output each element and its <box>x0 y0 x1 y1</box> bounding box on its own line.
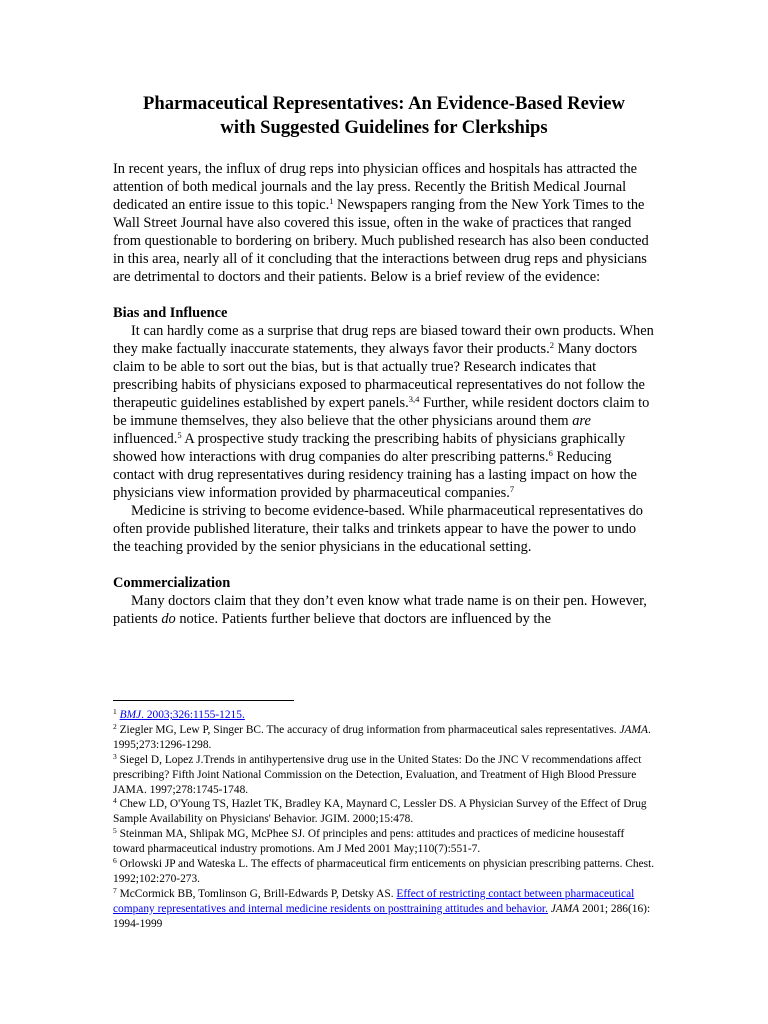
bias-text-f: Reducing contact with drug representatives during residency training has a lasting impact on how the physicians view information provided by pharmaceutical companies. <box>113 449 637 501</box>
footnote-5-text: Steinman MA, Shlipak MG, McPhee SJ. Of principles and pens: attitudes and practices of medicine housestaff toward pharmaceutical industry promotions. Am J Med 2001 May;110(7):551-7. <box>113 828 625 856</box>
footnote-1-citation: . 2003;326:1155-1215. <box>141 709 245 721</box>
title-line-2: with Suggested Guidelines for Clerkships <box>220 117 548 138</box>
footnote-ref-6[interactable]: 6 <box>548 448 553 458</box>
footnote-5 <box>113 827 658 857</box>
bias-emphasis: are <box>572 413 591 429</box>
section-heading-commercialization: Commercialization <box>113 575 231 591</box>
commercialization-text-b: notice. Patients further believe that doctors are influenced by the <box>175 611 551 627</box>
footnote-2-text-b: . 1995;273:1296-1298. <box>113 723 651 751</box>
footnote-7-link[interactable]: Effect of restricting contact between pharmaceutical company representatives and internal medicine residents on posttraining attitudes and behavior. <box>113 887 635 915</box>
bias-text-d: influenced. <box>113 431 178 447</box>
footnote-ref-2[interactable]: 2 <box>549 340 554 350</box>
footnote-4 <box>113 797 658 827</box>
title-line-1: Pharmaceutical Representatives: An Evidence-Based Review <box>143 93 625 114</box>
intro-text-2: Newspapers ranging from the New York Times to the Wall Street Journal have also covered this issue, often in the wake of practices that ranged from questionable to bordering on bribery. Much published research has also been conducted in this area, nearly all of it concluding that the interactions between drug reps and physicians are detrimental to doctors and their patients. Below is a brief review of the evidence: <box>113 197 649 285</box>
footnote-number-3: 3 <box>113 751 117 761</box>
bias-text-c: Further, while resident doctors claim to be immune themselves, they also believe that the other physicians around them <box>113 395 650 429</box>
bias-paragraph-1 <box>113 322 655 502</box>
commercialization-paragraph-1 <box>113 592 655 628</box>
footnote-ref-1[interactable]: 1 <box>329 196 334 206</box>
footnote-7-text-a: McCormick BB, Tomlinson G, Brill-Edwards P, Detsky AS. <box>116 887 397 900</box>
footnotes-section <box>113 700 658 932</box>
footnote-3 <box>113 753 658 798</box>
document-page <box>113 92 655 628</box>
footnote-number-4: 4 <box>113 796 117 806</box>
footnote-2 <box>113 723 658 753</box>
footnote-4-text: Chew LD, O'Young TS, Hazlet TK, Bradley KA, Maynard C, Lessler DS. A Physician Survey of the Effect of Drug Sample Availability on Physicians' Behavior. JGIM. 2000;15:478. <box>113 798 647 826</box>
footnote-divider <box>113 700 294 701</box>
commercialization-emphasis: do <box>161 611 176 627</box>
footnote-number-1: 1 <box>113 707 117 716</box>
footnote-6 <box>113 857 658 887</box>
footnote-number-6: 6 <box>113 856 117 866</box>
footnote-number-7: 7 <box>113 885 117 895</box>
bias-text-a: It can hardly come as a surprise that drug reps are biased toward their own products. When they make factually inaccurate statements, they always favor their products. <box>113 323 654 357</box>
section-heading-bias: Bias and Influence <box>113 305 228 321</box>
footnote-ref-5[interactable]: 5 <box>177 430 182 440</box>
footnote-7 <box>113 887 658 932</box>
intro-paragraph <box>113 160 655 286</box>
footnote-3-text: Siegel D, Lopez J.Trends in antihypertensive drug use in the United States: Do the JNC V recommendations affect prescribing? Fifth Joint National Commission on the Detection, Evaluation, and Treatment of High Blood Pressure JAMA. 1997;278:1745-1748. <box>113 753 642 796</box>
intro-text-1: In recent years, the influx of drug reps into physician offices and hospitals has attracted the attention of both medical journals and the lay press. Recently the British Medical Journal dedicated an entire issue to this topic. <box>113 161 638 213</box>
footnote-7-text-c: 2001; 286(16): 1994-1999 <box>113 902 651 930</box>
footnote-ref-7[interactable]: 7 <box>509 484 515 494</box>
footnote-number-2: 2 <box>113 721 117 731</box>
bias-text-e: A prospective study tracking the prescribing habits of physicians graphically showed how interactions with drug companies do alter prescribing patterns. <box>113 431 626 465</box>
document-title <box>113 92 655 140</box>
footnote-2-text-a: Ziegler MG, Lew P, Singer BC. The accuracy of drug information from pharmaceutical sales representatives. <box>116 723 620 736</box>
footnote-ref-3-4[interactable]: 3,4 <box>408 394 420 404</box>
footnote-6-text: Orlowski JP and Wateska L. The effects of pharmaceutical firm enticements on physician prescribing patterns. Chest. 1992;102:270-273. <box>113 858 655 885</box>
bias-text-b: Many doctors claim to be able to sort out the bias, but is that actually true? Research indicates that prescribing habits of physicians exposed to pharmaceutical representatives do not follow the therapeutic guidelines established by expert panels. <box>113 341 645 411</box>
footnote-1-link[interactable] <box>120 709 245 721</box>
bias-paragraph-2: Medicine is striving to become evidence-based. While pharmaceutical representatives do often provide published literature, their talks and trinkets appear to have the power to undo the teaching provided by the senior physicians in the educational setting. <box>113 503 644 555</box>
footnote-7-journal: JAMA <box>550 902 580 915</box>
footnote-2-journal: JAMA <box>619 723 648 736</box>
footnote-number-5: 5 <box>113 826 117 836</box>
commercialization-text-a: Many doctors claim that they don’t even know what trade name is on their pen. However, patients <box>113 593 647 627</box>
footnote-1-journal: BMJ <box>119 709 142 721</box>
footnote-1 <box>113 708 658 723</box>
